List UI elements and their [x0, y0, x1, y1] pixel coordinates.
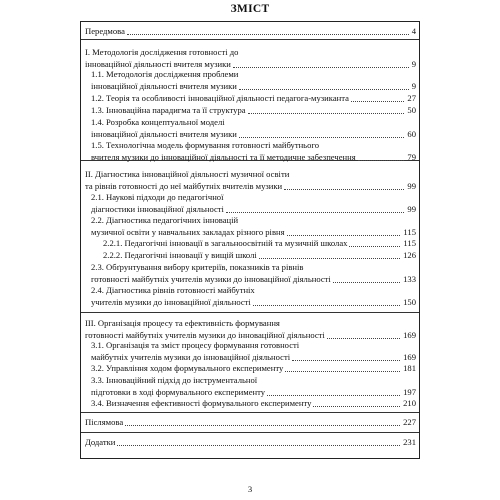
toc-entry-text: 2.3. Обґрунтування вибору критеріїв, показників та рівнів — [91, 262, 304, 272]
toc-entry-text: ІІІ. Організація процесу та ефективність формування — [85, 318, 280, 328]
toc-page-number: 197 — [403, 386, 416, 397]
section-divider — [81, 39, 419, 40]
dot-leader — [233, 67, 409, 68]
section-divider — [81, 412, 419, 413]
toc-entry-text: інноваційної діяльності вчителя музики — [91, 128, 237, 139]
toc-page-number: 9 — [411, 80, 416, 91]
toc-entry-text: 1.4. Розробка концептуальної моделі — [91, 117, 225, 127]
toc-page-number: 4 — [411, 26, 416, 36]
toc-entry-text: 2.2.1. Педагогічні інновації в загальноосвітній та музичній школах — [103, 238, 348, 248]
toc-entry-text: 1.5. Технологічна модель формування готовності майбутнього — [91, 140, 319, 150]
toc-page-number: 50 — [407, 105, 416, 115]
toc-entry-text: 2.2. Діагностика педагогічних інновацій — [91, 215, 239, 225]
dot-leader — [284, 189, 404, 190]
toc-page-number: 150 — [403, 296, 416, 307]
dot-leader — [351, 101, 404, 102]
toc-page-number: 231 — [403, 437, 416, 447]
toc-entry-text: майбутніх учителів музики до інноваційної діяльності — [91, 351, 291, 362]
dot-leader — [253, 305, 400, 306]
toc-entry-text: 2.2.2. Педагогічні інновації у вищій школі — [103, 250, 257, 260]
toc-page-number: 115 — [403, 238, 416, 248]
toc-entry-text: учителів музики до інноваційної діяльності — [91, 296, 251, 307]
toc-entry-text: І. Методологія дослідження готовності до — [85, 47, 239, 57]
toc-entry-text: 1.3. Інноваційна парадигма та її структура — [91, 105, 246, 115]
dot-leader — [259, 258, 400, 259]
dot-leader — [285, 371, 400, 372]
toc-page-number: 126 — [403, 250, 416, 260]
dot-leader — [327, 338, 400, 339]
table-of-contents — [80, 21, 420, 459]
toc-page-number: 115 — [403, 226, 416, 237]
toc-page-number: 79 — [407, 151, 416, 162]
toc-page-number: 60 — [407, 128, 416, 139]
toc-page-number: 210 — [403, 398, 416, 408]
toc-page-number: 181 — [403, 363, 416, 373]
dot-leader — [333, 282, 400, 283]
page-title: ЗМІСТ — [230, 3, 270, 15]
toc-entry-text: 3.3. Інноваційний підхід до інструментальної — [91, 375, 258, 385]
dot-leader — [127, 34, 409, 35]
dot-leader — [117, 445, 400, 446]
toc-entry-text: музичної освіти у навчальних закладах різного рівня — [91, 226, 285, 237]
toc-entry-text: діагностики інноваційної діяльності — [91, 203, 224, 214]
section-divider — [81, 312, 419, 313]
toc-entry-text: 3.1. Організація та зміст процесу формування готовності — [91, 340, 300, 350]
toc-entry-text: інноваційної діяльності вчителя музики — [91, 80, 237, 91]
toc-entry-text: 1.2. Теорія та особливості інноваційної діяльності педагога-музиканта — [91, 93, 349, 103]
toc-entry-text: Передмова — [85, 26, 125, 36]
toc-entry-text: 1.1. Методологія дослідження проблеми — [91, 69, 239, 79]
dot-leader — [239, 89, 409, 90]
dot-leader — [125, 425, 400, 426]
toc-page-number: 227 — [403, 417, 416, 427]
toc-entry-text: 2.4. Діагностика рівнів готовності майбутніх — [91, 285, 255, 295]
dot-leader — [358, 160, 404, 161]
toc-entry-text: 3.2. Управління ходом формувального експерименту — [91, 363, 284, 373]
toc-entry-text: вчителя музики до інноваційної діяльності та її методичне забезпечення — [91, 151, 356, 162]
toc-entry-text: 3.4. Визначення ефективності формувального експерименту — [91, 398, 312, 408]
dot-leader — [287, 235, 400, 236]
toc-page-number: 133 — [403, 273, 416, 284]
toc-page-number: 99 — [407, 203, 416, 214]
toc-page-number: 99 — [407, 180, 416, 191]
toc-page-number: 169 — [403, 351, 416, 362]
toc-page-number: 9 — [411, 58, 416, 69]
dot-leader — [292, 360, 400, 361]
toc-entry-text: підготовки в ході формувального експерименту — [91, 386, 266, 397]
toc-entry-text: інноваційної діяльності вчителя музики — [85, 58, 231, 69]
section-divider — [81, 432, 419, 433]
toc-entry-text: готовності майбутніх учителів музики до інноваційної діяльності — [85, 329, 325, 340]
dot-leader — [349, 246, 400, 247]
toc-page-number: 169 — [403, 329, 416, 340]
toc-entry-text: Післямова — [85, 417, 124, 427]
dot-leader — [267, 395, 400, 396]
toc-entry-text: 2.1. Наукові підходи до педагогічної — [91, 192, 224, 202]
toc-entry-text: та рівнів готовності до неї майбутніх вчителів музики — [85, 180, 283, 191]
dot-leader — [239, 137, 404, 138]
page-number: 3 — [247, 484, 253, 494]
toc-entry-text: готовності майбутніх учителів музики до інноваційної діяльності — [91, 273, 331, 284]
dot-leader — [313, 406, 400, 407]
toc-entry-text: Додатки — [85, 437, 116, 447]
dot-leader — [226, 212, 404, 213]
dot-leader — [248, 113, 404, 114]
toc-page-number: 27 — [407, 93, 416, 103]
toc-entry-text: ІІ. Діагностика інноваційної діяльності музичної освіти — [85, 169, 290, 179]
